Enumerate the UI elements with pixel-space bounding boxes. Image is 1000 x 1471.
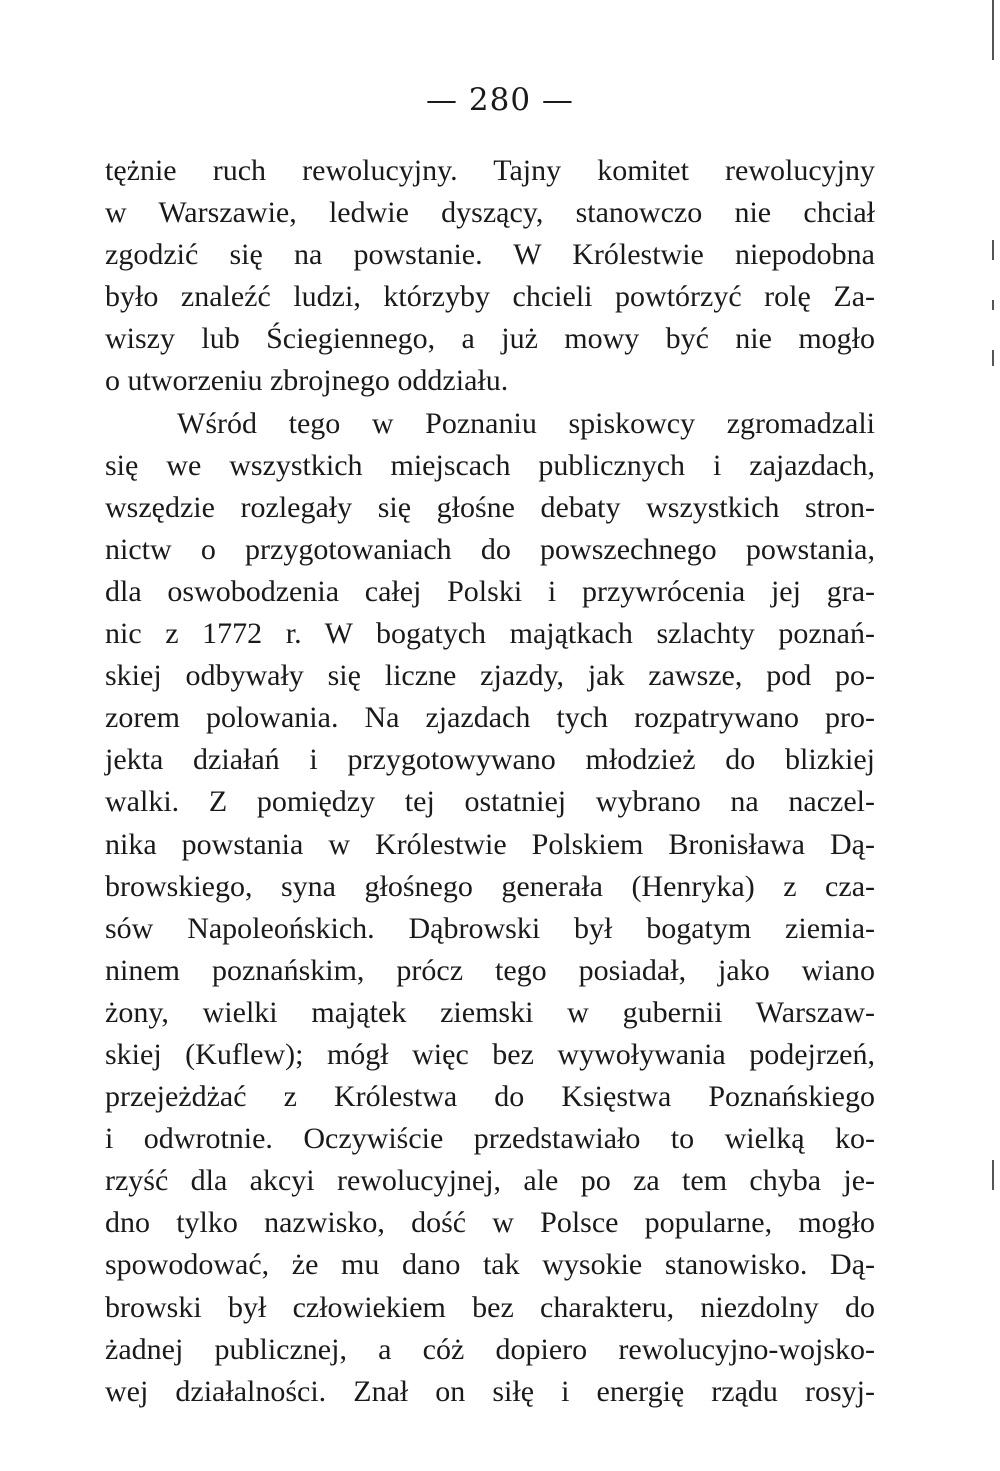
- text-line: o utworzeniu zbrojnego oddziału.: [105, 364, 509, 398]
- text-line: nic z 1772 r. W bogatych majątkach szlachty poznań-: [105, 617, 875, 651]
- text-line: dla oswobodzenia całej Polski i przywrócenia jej gra-: [105, 574, 875, 608]
- text-line: wszędzie rozlegały się głośne debaty wszystkich stron-: [105, 490, 875, 524]
- text-line: spowodować, że mu dano tak wysokie stanowisko. Dą-: [105, 1248, 875, 1282]
- text-line: było znaleźć ludzi, którzyby chcieli powtórzyć rolę Za-: [105, 280, 875, 314]
- body-text: [105, 150, 875, 1413]
- text-line: browskiego, syna głośnego generała (Henryka) z cza-: [105, 869, 875, 903]
- text-line: wiszy lub Ściegiennego, a już mowy być nie mogło: [105, 322, 875, 356]
- text-line: nika powstania w Królestwie Polskiem Bronisława Dą-: [105, 827, 875, 861]
- text-line: się we wszystkich miejscach publicznych i zajazdach,: [105, 448, 875, 482]
- text-line: rzyść dla akcyi rewolucyjnej, ale po za tem chyba je-: [105, 1164, 875, 1198]
- text-line: nictw o przygotowaniach do powszechnego powstania,: [105, 532, 875, 566]
- text-line: ninem poznańskim, prócz tego posiadał, jako wiano: [105, 953, 875, 987]
- text-line: jekta działań i przygotowywano młodzież do blizkiej: [105, 743, 875, 777]
- text-line: żony, wielki majątek ziemski w gubernii Warszaw-: [105, 995, 875, 1029]
- text-line: walki. Z pomiędzy tej ostatniej wybrano na naczel-: [105, 785, 875, 819]
- text-line: przejeżdżać z Królestwa do Księstwa Poznańskiego: [105, 1080, 875, 1114]
- text-line: zorem polowania. Na zjazdach tych rozpatrywano pro-: [105, 701, 875, 735]
- text-line: wej działalności. Znał on siłę i energię rządu rosyj-: [105, 1374, 875, 1408]
- text-line: i odwrotnie. Oczywiście przedstawiało to wielką ko-: [105, 1122, 875, 1156]
- text-line: dno tylko nazwisko, dość w Polsce popularne, mogło: [105, 1206, 875, 1240]
- text-line: w Warszawie, ledwie dyszący, stanowczo nie chciał: [105, 196, 875, 230]
- text-line: skiej odbywały się liczne zjazdy, jak zawsze, pod po-: [105, 659, 875, 693]
- scan-edge-marks: [984, 0, 1000, 1471]
- text-line: sów Napoleońskich. Dąbrowski był bogatym ziemia-: [105, 911, 875, 945]
- text-line: Wśród tego w Poznaniu spiskowcy zgromadzali: [177, 406, 875, 440]
- text-line: żadnej publicznej, a cóż dopiero rewolucyjno-wojsko-: [105, 1332, 875, 1366]
- text-line: tężnie ruch rewolucyjny. Tajny komitet rewolucyjny: [105, 154, 875, 187]
- page-number: — 280 —: [426, 82, 574, 118]
- text-line: browski był człowiekiem bez charakteru, niezdolny do: [105, 1290, 875, 1324]
- text-line: skiej (Kuflew); mógł więc bez wywoływania podejrzeń,: [105, 1037, 875, 1071]
- text-line: zgodzić się na powstanie. W Królestwie niepodobna: [105, 238, 875, 272]
